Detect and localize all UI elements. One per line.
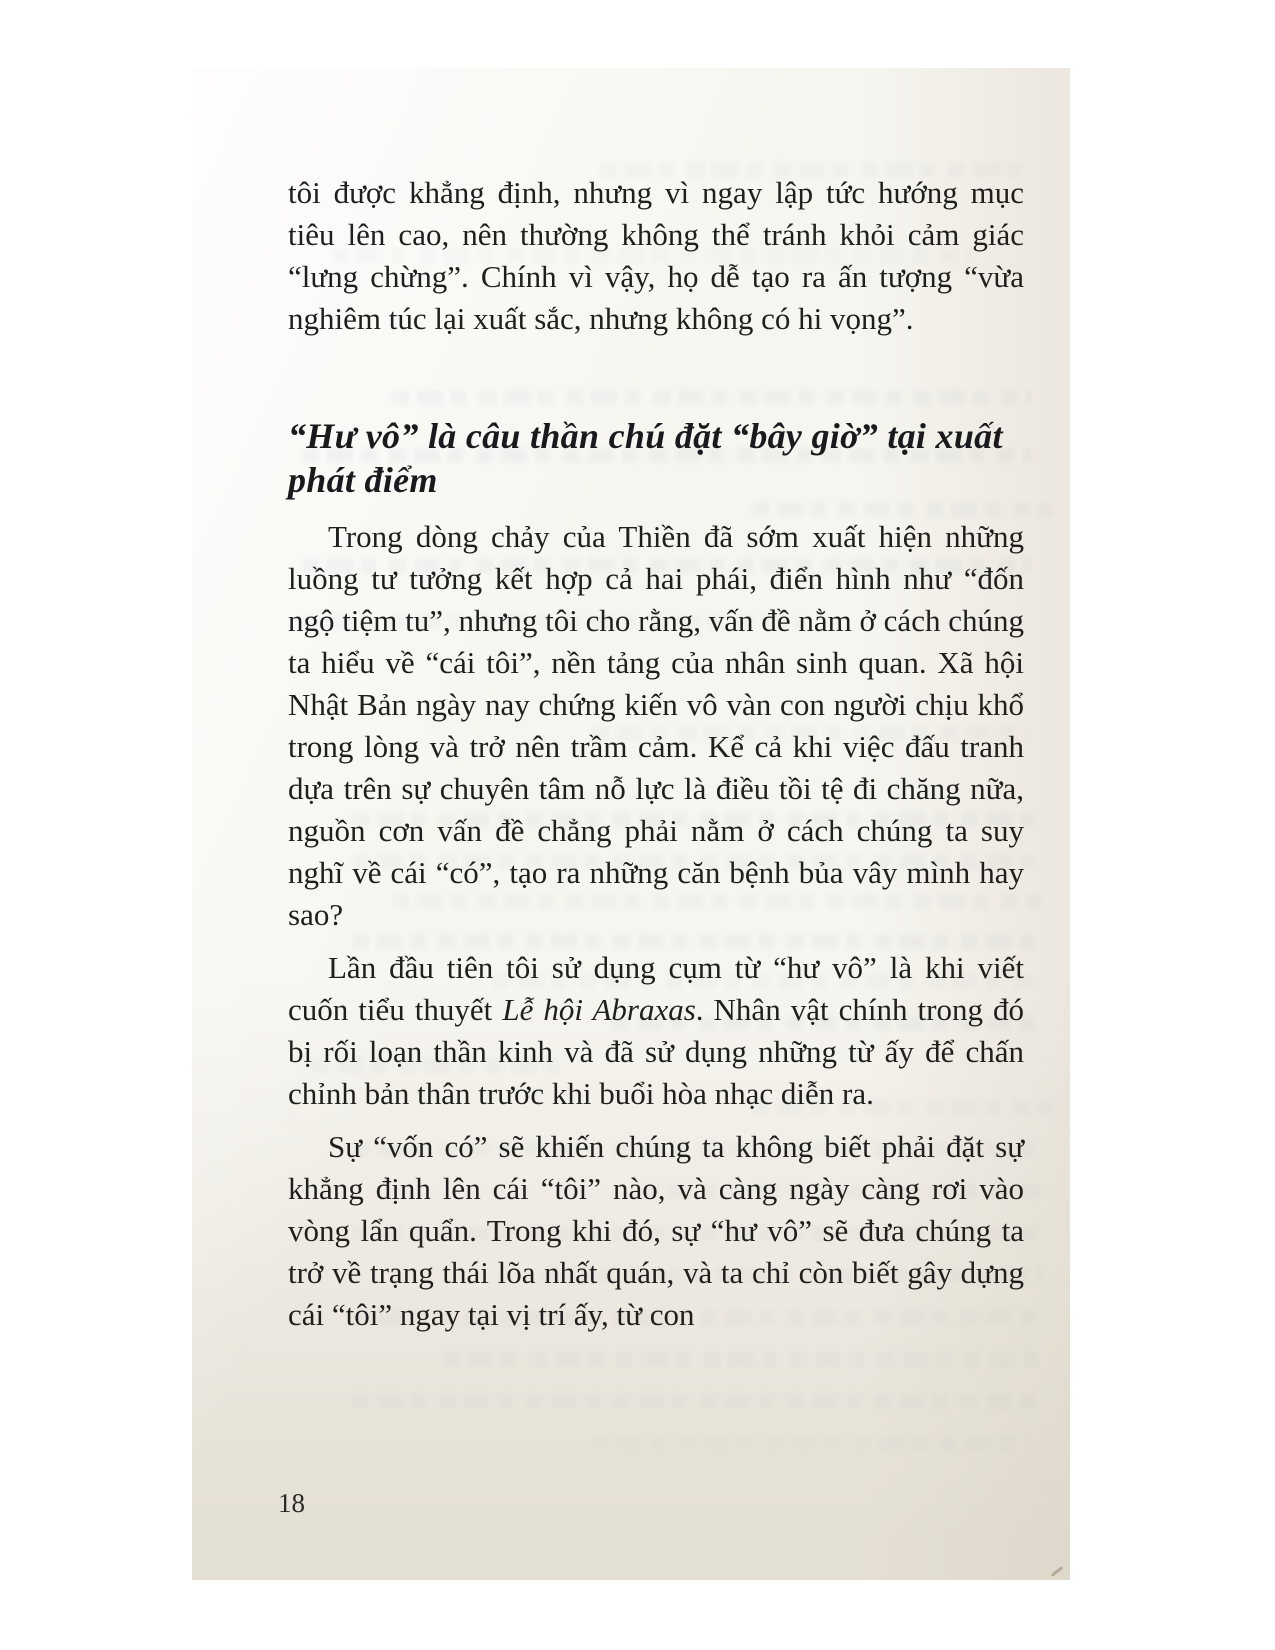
bleed-through-artifact [442, 1352, 1042, 1367]
scanned-book-page [192, 68, 1070, 1580]
paragraph [288, 947, 1024, 1115]
scan-artifact [1051, 1566, 1064, 1577]
paragraph-continuation [288, 172, 1024, 340]
bleed-through-artifact [352, 1394, 1042, 1409]
paragraph [288, 516, 1024, 936]
paragraph-text: Sự “vốn có” sẽ khiến chúng ta không biết phải đặt sự khẳng định lên cái “tôi” nào, và càng ngày càng rơi vào vòng lẩn quẩn. Trong khi đó, sự “hư vô” sẽ đưa chúng ta trở về trạng thái lõa nhất quán, và ta chỉ còn biết gây dựng cái “tôi” ngay tại vị trí ấy, từ con [288, 1129, 1024, 1332]
book-title-italic: Lễ hội Abraxas [502, 992, 696, 1027]
bleed-through-artifact [592, 1436, 1032, 1451]
section-heading: “Hư vô” là câu thần chú đặt “bây giờ” tại xuất phát điểm [288, 416, 1003, 500]
paragraph-text: Lần đầu tiên tôi sử dụng cụm từ “hư vô” là khi viết cuốn tiểu thuyết [288, 950, 1024, 1027]
paragraph-text: . Nhân vật chính trong đó bị rối loạn thần kinh và đã sử dụng những từ ấy để chấn chỉnh bản thân trước khi buổi hòa nhạc diễn ra. [288, 992, 1024, 1111]
paragraph [288, 1126, 1024, 1336]
paragraph-text: tôi được khẳng định, nhưng vì ngay lập tức hướng mục tiêu lên cao, nên thường không thể tránh khỏi cảm giác “lưng chừng”. Chính vì vậy, họ dễ tạo ra ấn tượng “vừa nghiêm túc lại xuất sắc, nhưng không có hi vọng”. [288, 175, 1024, 336]
paragraph-text: Trong dòng chảy của Thiền đã sớm xuất hiện những luồng tư tưởng kết hợp cả hai phái, điển hình như “đốn ngộ tiệm tu”, nhưng tôi cho rằng, vấn đề nằm ở cách chúng ta hiểu về “cái tôi”, nền tảng của nhân sinh quan. Xã hội Nhật Bản ngày nay chứng kiến vô vàn con người chịu khổ trong lòng và trở nên trầm cảm. Kể cả khi việc đấu tranh dựa trên sự chuyên tâm nỗ lực là điều tồi tệ đi chăng nữa, nguồn cơn vấn đề chẳng phải nằm ở cách chúng ta suy nghĩ về cái “có”, tạo ra những căn bệnh bủa vây mình hay sao? [288, 519, 1024, 932]
text-column [288, 172, 1024, 1347]
page-number: 18 [278, 1488, 305, 1518]
